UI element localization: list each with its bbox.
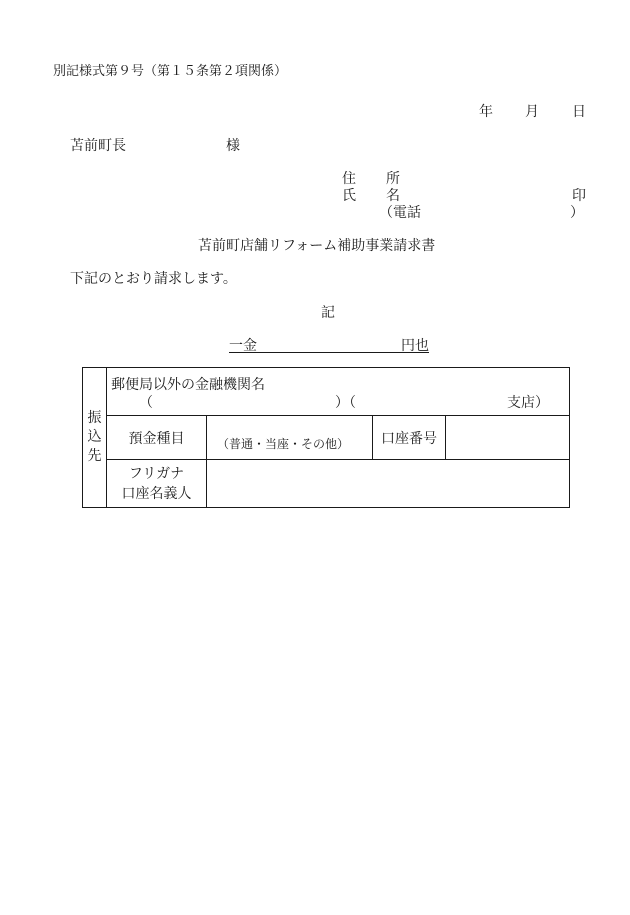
account-number-label: 口座番号 [373,416,446,460]
document-title: 苫前町店舗リフォーム補助事業請求書 [198,238,436,254]
side-char-3: 先 [87,448,102,464]
deposit-type-cell[interactable] [207,416,373,460]
seal-mark: 印 [572,188,586,204]
date-month-label: 月 [525,104,539,120]
transfer-side-label [83,368,107,508]
addressee-mayor: 苫前町長 [70,138,126,154]
transfer-table [82,367,570,508]
intro-text: 下記のとおり請求します。 [70,271,237,287]
date-year-label: 年 [479,104,493,120]
amount-suffix: 円也 [401,338,429,354]
amount-prefix: 一金 [229,338,257,354]
branch-suffix: 支店） [507,395,549,411]
deposit-type-label: 預金種目 [107,416,207,460]
side-char-2: 込 [87,429,102,445]
account-name-label [107,460,207,508]
phone-label: （電話 [379,205,421,221]
account-name-cell[interactable] [207,460,570,508]
account-holder-label: 口座名義人 [121,485,192,502]
ki-mark: 記 [321,305,335,321]
bank-name-label: 郵便局以外の金融機関名 [111,377,265,393]
address-label-2: 所 [386,171,400,187]
account-number-cell[interactable] [446,416,570,460]
addressee-honorific: 様 [226,138,240,154]
side-char-1: 振 [87,410,102,426]
bank-paren-mid: ）（ [335,395,356,411]
amount-line [229,335,429,353]
name-label-1: 氏 [342,188,356,204]
bank-name-cell[interactable] [107,368,570,416]
name-label-2: 名 [386,188,400,204]
date-day-label: 日 [572,104,586,120]
furigana-label: フリガナ [128,465,185,482]
form-number: 別記様式第９号（第１５条第２項関係） [53,64,288,79]
phone-close-paren: ） [570,205,584,221]
bank-paren-open: （ [139,395,153,411]
deposit-type-options: （普通・当座・その他） [217,437,350,451]
address-label-1: 住 [342,171,356,187]
